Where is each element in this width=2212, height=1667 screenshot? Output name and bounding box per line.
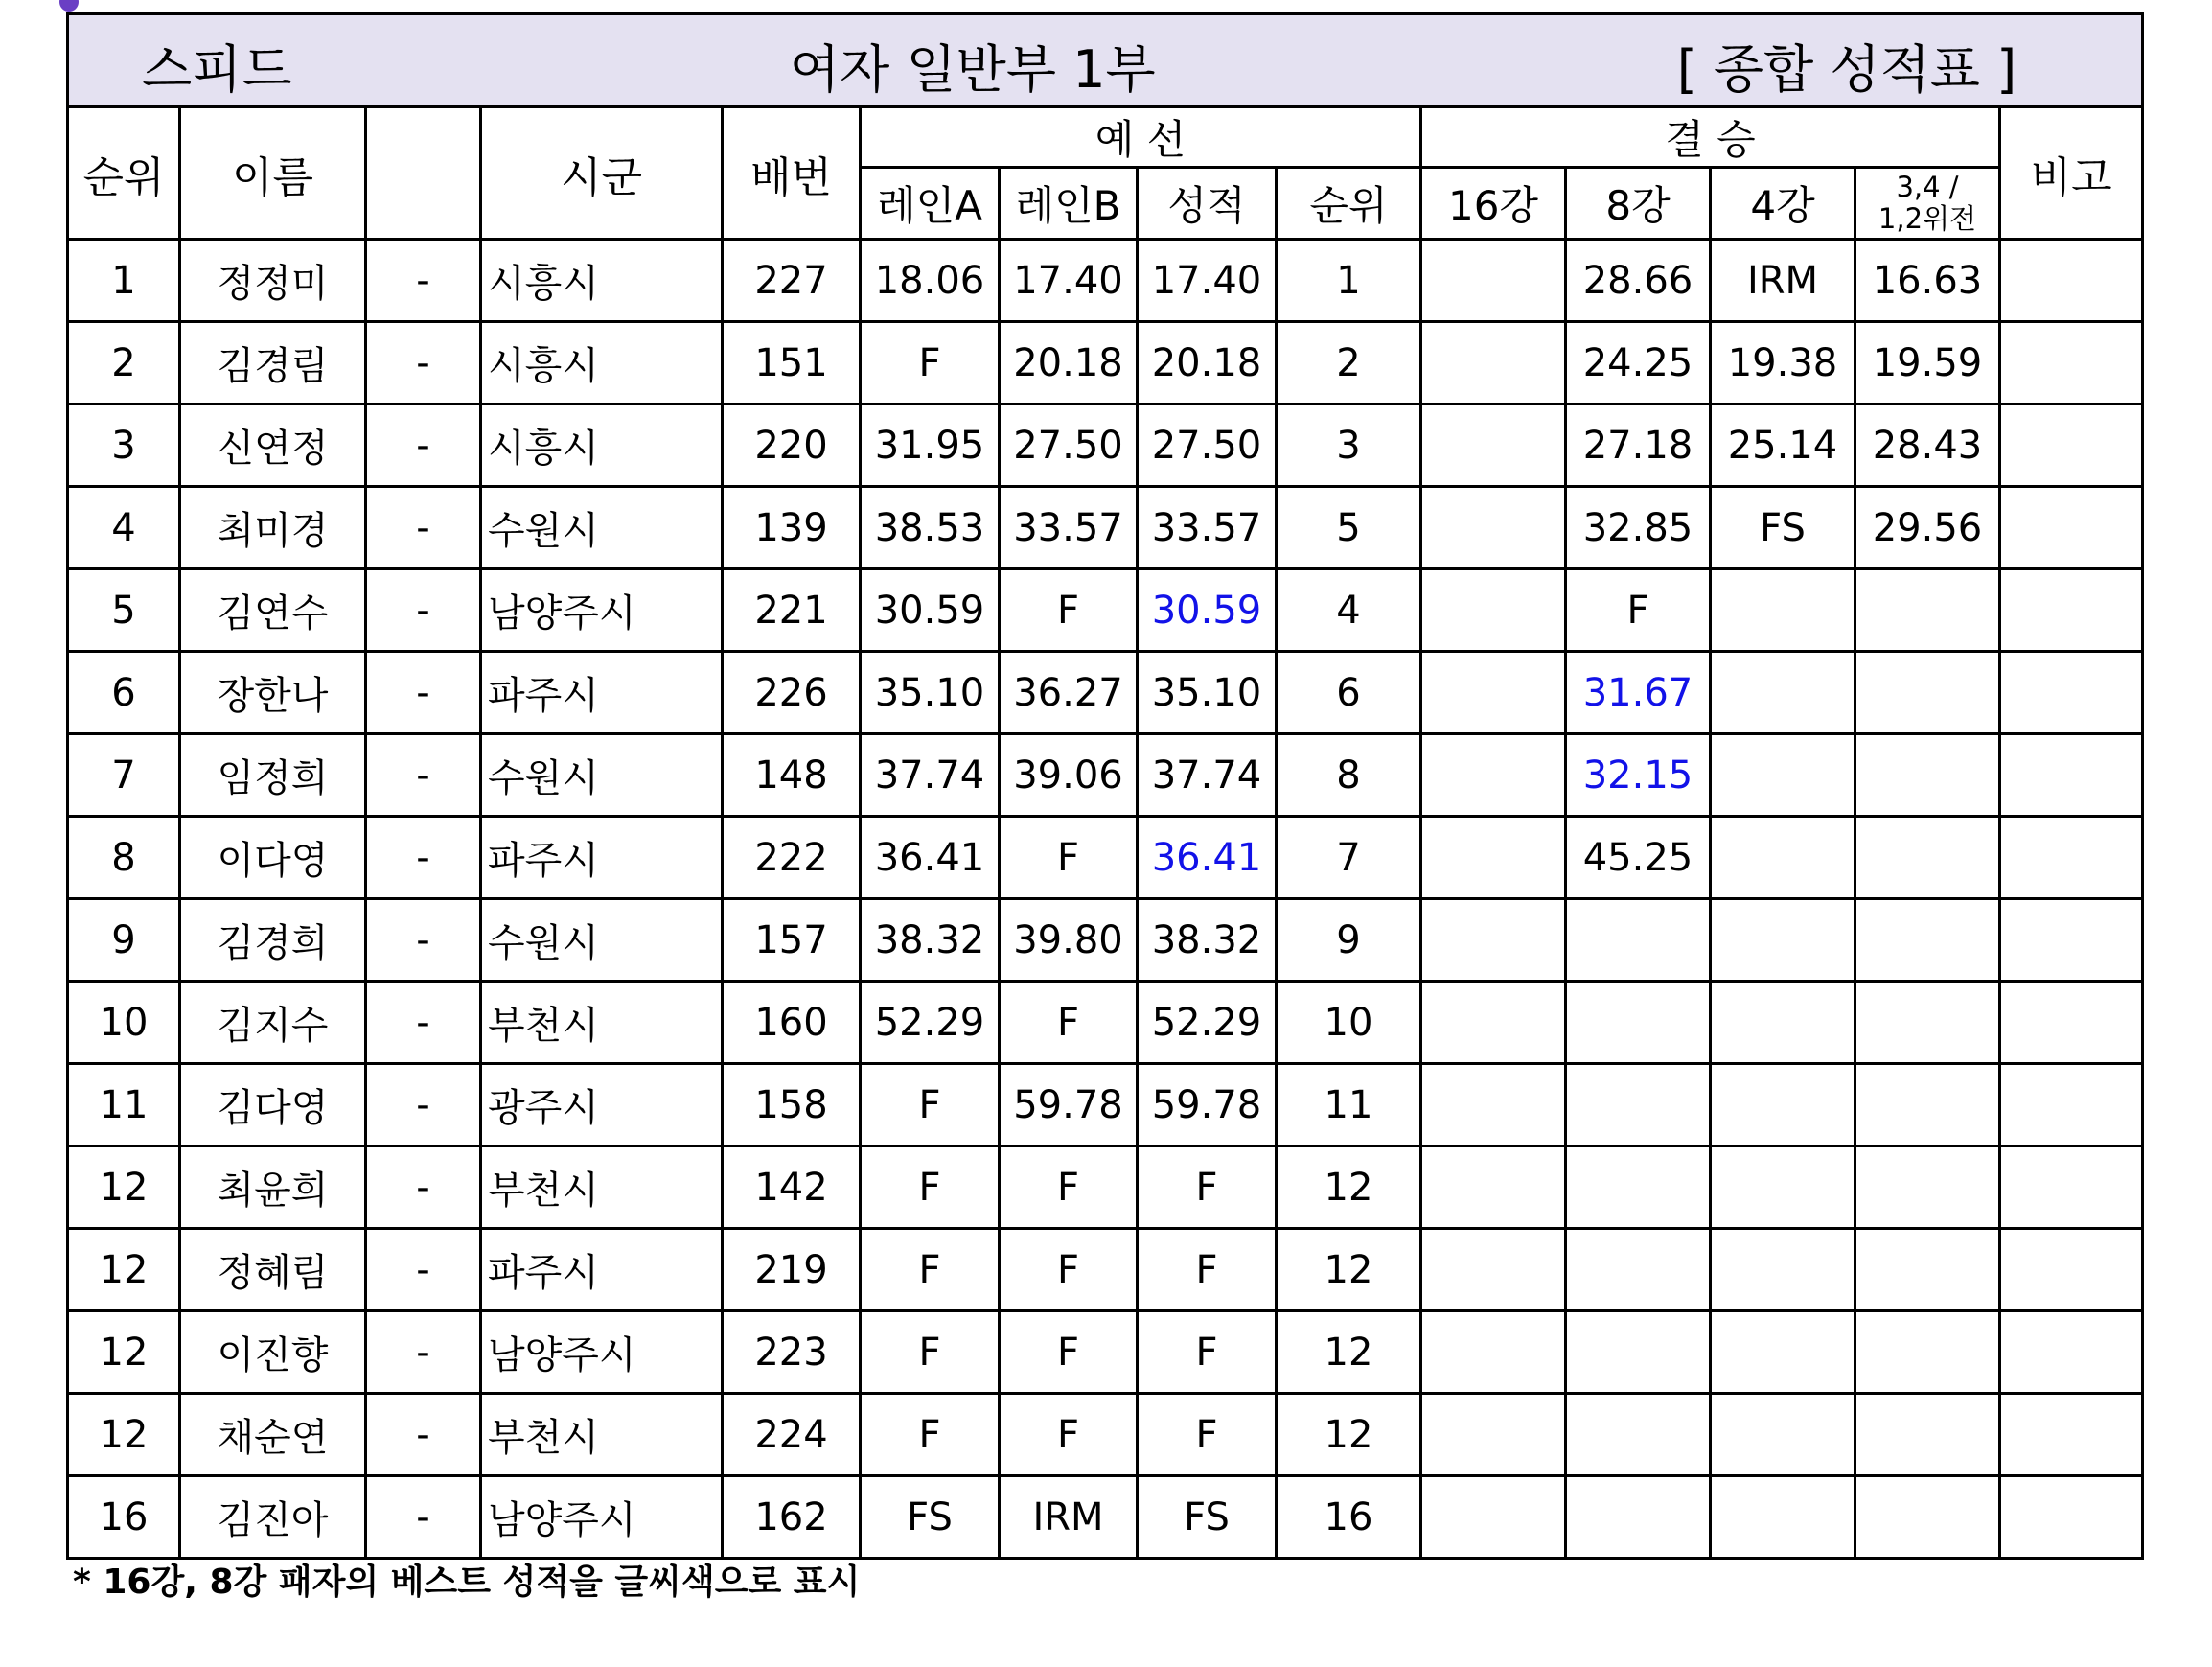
cell-lane-a: F [861, 1229, 1000, 1311]
cell-record: 59.78 [1138, 1064, 1277, 1146]
cell-place: 16.63 [1855, 240, 2000, 322]
cell-lane-b: F [1000, 982, 1138, 1064]
title-cell [68, 14, 2143, 107]
cell-place [1855, 1064, 2000, 1146]
cell-note [2000, 899, 2143, 982]
cell-lane-a: F [861, 322, 1000, 405]
table-row [68, 569, 2143, 652]
cell-name: 김경림 [180, 322, 366, 405]
cell-rank: 16 [68, 1476, 180, 1559]
cell-name: 김지수 [180, 982, 366, 1064]
cell-r4 [1711, 569, 1855, 652]
cell-city: 시흥시 [481, 405, 723, 487]
col-header-r16: 16강 [1421, 168, 1566, 240]
cell-r16 [1421, 1476, 1566, 1559]
cell-r4: FS [1711, 487, 1855, 569]
cell-note [2000, 1229, 2143, 1311]
cell-dash: - [366, 1394, 481, 1476]
cell-rank: 6 [68, 652, 180, 734]
cell-r8 [1566, 982, 1711, 1064]
cell-bib: 157 [723, 899, 861, 982]
cell-dash: - [366, 487, 481, 569]
table-row [68, 734, 2143, 817]
col-header-lane-a: 레인A [861, 168, 1000, 240]
cell-rank: 12 [68, 1146, 180, 1229]
cell-r16 [1421, 487, 1566, 569]
cell-r4: IRM [1711, 240, 1855, 322]
cell-note [2000, 322, 2143, 405]
cell-note [2000, 1146, 2143, 1229]
cell-rank: 4 [68, 487, 180, 569]
cell-dash: - [366, 1311, 481, 1394]
cell-record: 35.10 [1138, 652, 1277, 734]
cell-lane-b: 27.50 [1000, 405, 1138, 487]
col-header-city: 시군 [481, 107, 723, 240]
cell-note [2000, 569, 2143, 652]
cell-city: 광주시 [481, 1064, 723, 1146]
cell-prelim-rank: 3 [1277, 405, 1421, 487]
cell-city: 부천시 [481, 1394, 723, 1476]
cell-prelim-rank: 8 [1277, 734, 1421, 817]
table-row [68, 1311, 2143, 1394]
cell-place [1855, 1476, 2000, 1559]
cell-r4 [1711, 1476, 1855, 1559]
cell-r8 [1566, 1311, 1711, 1394]
table-row [68, 817, 2143, 899]
cell-city: 파주시 [481, 1229, 723, 1311]
cell-rank: 2 [68, 322, 180, 405]
cell-lane-b: F [1000, 817, 1138, 899]
cell-note [2000, 1394, 2143, 1476]
cell-record: FS [1138, 1476, 1277, 1559]
cell-place [1855, 1229, 2000, 1311]
cell-lane-b: F [1000, 1394, 1138, 1476]
cell-city: 부천시 [481, 982, 723, 1064]
cell-r8 [1566, 899, 1711, 982]
cell-place [1855, 1394, 2000, 1476]
cell-prelim-rank: 12 [1277, 1229, 1421, 1311]
cell-record: 17.40 [1138, 240, 1277, 322]
cell-prelim-rank: 12 [1277, 1311, 1421, 1394]
cell-dash: - [366, 405, 481, 487]
cell-note [2000, 487, 2143, 569]
cell-note [2000, 982, 2143, 1064]
col-header-final-group: 결 승 [1421, 107, 2000, 168]
cell-record: F [1138, 1146, 1277, 1229]
cell-rank: 3 [68, 405, 180, 487]
cell-bib: 142 [723, 1146, 861, 1229]
table-row [68, 899, 2143, 982]
doc-type-title: [ 종합 성적표 ] [1676, 39, 2017, 100]
table-row [68, 322, 2143, 405]
cell-city: 시흥시 [481, 322, 723, 405]
cell-name: 임정희 [180, 734, 366, 817]
cell-r4 [1711, 1146, 1855, 1229]
table-row [68, 1476, 2143, 1559]
cell-name: 정정미 [180, 240, 366, 322]
cell-prelim-rank: 4 [1277, 569, 1421, 652]
col-header-rank: 순위 [68, 107, 180, 240]
col-header-r4: 4강 [1711, 168, 1855, 240]
cell-prelim-rank: 12 [1277, 1394, 1421, 1476]
col-header-name: 이름 [180, 107, 366, 240]
cell-place [1855, 982, 2000, 1064]
cell-r4: 25.14 [1711, 405, 1855, 487]
cell-name: 이진향 [180, 1311, 366, 1394]
cell-r4 [1711, 652, 1855, 734]
cell-rank: 9 [68, 899, 180, 982]
cell-bib: 158 [723, 1064, 861, 1146]
cell-name: 김진아 [180, 1476, 366, 1559]
cell-rank: 1 [68, 240, 180, 322]
cell-lane-b: 33.57 [1000, 487, 1138, 569]
cell-record: F [1138, 1311, 1277, 1394]
cell-lane-a: F [861, 1064, 1000, 1146]
cell-bib: 221 [723, 569, 861, 652]
cell-city: 남양주시 [481, 1311, 723, 1394]
cell-record: 30.59 [1138, 569, 1277, 652]
cell-record: 20.18 [1138, 322, 1277, 405]
cell-r8: 45.25 [1566, 817, 1711, 899]
cell-bib: 148 [723, 734, 861, 817]
col-header-blank [366, 107, 481, 240]
table-row [68, 1229, 2143, 1311]
cell-lane-a: 31.95 [861, 405, 1000, 487]
cell-r16 [1421, 322, 1566, 405]
cell-note [2000, 1311, 2143, 1394]
table-row [68, 1146, 2143, 1229]
cell-bib: 224 [723, 1394, 861, 1476]
cell-note [2000, 240, 2143, 322]
cell-bib: 219 [723, 1229, 861, 1311]
cell-r8: 32.15 [1566, 734, 1711, 817]
cell-bib: 222 [723, 817, 861, 899]
cell-r8: F [1566, 569, 1711, 652]
cell-name: 채순연 [180, 1394, 366, 1476]
cell-record: 27.50 [1138, 405, 1277, 487]
cell-dash: - [366, 1476, 481, 1559]
cell-lane-b: IRM [1000, 1476, 1138, 1559]
cell-rank: 10 [68, 982, 180, 1064]
results-table [66, 12, 2144, 1560]
cell-r4 [1711, 1394, 1855, 1476]
cell-r8: 32.85 [1566, 487, 1711, 569]
cell-name: 김다영 [180, 1064, 366, 1146]
cell-rank: 8 [68, 817, 180, 899]
cell-r8: 24.25 [1566, 322, 1711, 405]
cell-prelim-rank: 5 [1277, 487, 1421, 569]
cell-city: 수원시 [481, 734, 723, 817]
cell-r16 [1421, 1229, 1566, 1311]
cell-record: F [1138, 1394, 1277, 1476]
cell-r4 [1711, 1311, 1855, 1394]
cell-rank: 12 [68, 1311, 180, 1394]
cell-name: 김연수 [180, 569, 366, 652]
cell-record: 36.41 [1138, 817, 1277, 899]
header-row-1 [68, 107, 2143, 168]
cell-record: 52.29 [1138, 982, 1277, 1064]
col-header-prelim-rank: 순위 [1277, 168, 1421, 240]
cell-dash: - [366, 1064, 481, 1146]
cell-lane-b: 59.78 [1000, 1064, 1138, 1146]
col-header-placement: 3,4 / 1,2위전 [1855, 168, 2000, 240]
cell-lane-b: 36.27 [1000, 652, 1138, 734]
col-header-note: 비고 [2000, 107, 2143, 240]
cell-name: 장한나 [180, 652, 366, 734]
cell-rank: 12 [68, 1394, 180, 1476]
cell-place [1855, 1146, 2000, 1229]
cell-dash: - [366, 322, 481, 405]
cell-bib: 227 [723, 240, 861, 322]
cell-note [2000, 817, 2143, 899]
col-header-prelim-group: 예 선 [861, 107, 1421, 168]
cell-dash: - [366, 982, 481, 1064]
cell-lane-b: F [1000, 1311, 1138, 1394]
cell-r16 [1421, 1311, 1566, 1394]
cell-city: 수원시 [481, 487, 723, 569]
cell-r8 [1566, 1064, 1711, 1146]
table-row [68, 982, 2143, 1064]
cell-prelim-rank: 1 [1277, 240, 1421, 322]
col-header-record: 성적 [1138, 168, 1277, 240]
cell-note [2000, 405, 2143, 487]
cell-note [2000, 734, 2143, 817]
cell-bib: 226 [723, 652, 861, 734]
cell-bib: 160 [723, 982, 861, 1064]
cell-r16 [1421, 734, 1566, 817]
cell-place: 19.59 [1855, 322, 2000, 405]
title-row [68, 14, 2143, 107]
cell-prelim-rank: 10 [1277, 982, 1421, 1064]
event-title: 스피드 [142, 39, 292, 100]
table-row [68, 1064, 2143, 1146]
cell-city: 남양주시 [481, 569, 723, 652]
cell-dash: - [366, 240, 481, 322]
cell-lane-b: F [1000, 1146, 1138, 1229]
division-title: 여자 일반부 1부 [790, 39, 1156, 100]
cell-r4 [1711, 982, 1855, 1064]
cell-bib: 151 [723, 322, 861, 405]
cell-city: 시흥시 [481, 240, 723, 322]
cell-prelim-rank: 2 [1277, 322, 1421, 405]
cell-r16 [1421, 652, 1566, 734]
cell-lane-a: 37.74 [861, 734, 1000, 817]
footnote: * 16강, 8강 패자의 베스트 성적을 글씨색으로 표시 [73, 1563, 861, 1602]
col-header-r8: 8강 [1566, 168, 1711, 240]
cell-bib: 220 [723, 405, 861, 487]
cell-city: 남양주시 [481, 1476, 723, 1559]
cell-dash: - [366, 569, 481, 652]
cell-bib: 139 [723, 487, 861, 569]
cell-r4 [1711, 1064, 1855, 1146]
cell-bib: 223 [723, 1311, 861, 1394]
table-row [68, 240, 2143, 322]
cell-r4 [1711, 1229, 1855, 1311]
cell-r16 [1421, 405, 1566, 487]
cell-city: 파주시 [481, 652, 723, 734]
cell-r8 [1566, 1229, 1711, 1311]
cell-rank: 7 [68, 734, 180, 817]
cell-prelim-rank: 11 [1277, 1064, 1421, 1146]
cell-note [2000, 652, 2143, 734]
cell-r8: 27.18 [1566, 405, 1711, 487]
cell-r8 [1566, 1394, 1711, 1476]
cell-place: 28.43 [1855, 405, 2000, 487]
table-row [68, 1394, 2143, 1476]
cell-lane-a: F [861, 1311, 1000, 1394]
cell-city: 부천시 [481, 1146, 723, 1229]
cell-r4 [1711, 899, 1855, 982]
cell-name: 최미경 [180, 487, 366, 569]
cell-note [2000, 1476, 2143, 1559]
cell-lane-a: F [861, 1394, 1000, 1476]
col-header-bib: 배번 [723, 107, 861, 240]
cell-r4: 19.38 [1711, 322, 1855, 405]
cell-place [1855, 734, 2000, 817]
cell-dash: - [366, 652, 481, 734]
cell-rank: 11 [68, 1064, 180, 1146]
cell-name: 이다영 [180, 817, 366, 899]
cell-lane-b: 17.40 [1000, 240, 1138, 322]
cell-r16 [1421, 817, 1566, 899]
cell-place [1855, 1311, 2000, 1394]
cell-record: 37.74 [1138, 734, 1277, 817]
cell-lane-a: 36.41 [861, 817, 1000, 899]
cell-place: 29.56 [1855, 487, 2000, 569]
cell-r8: 31.67 [1566, 652, 1711, 734]
cell-lane-a: 52.29 [861, 982, 1000, 1064]
cell-r16 [1421, 1064, 1566, 1146]
cell-prelim-rank: 9 [1277, 899, 1421, 982]
cell-city: 파주시 [481, 817, 723, 899]
cell-note [2000, 1064, 2143, 1146]
cell-rank: 5 [68, 569, 180, 652]
cell-r8 [1566, 1476, 1711, 1559]
cell-r8 [1566, 1146, 1711, 1229]
cell-r8: 28.66 [1566, 240, 1711, 322]
cell-lane-a: F [861, 1146, 1000, 1229]
table-row [68, 405, 2143, 487]
cell-name: 신연정 [180, 405, 366, 487]
cell-lane-b: F [1000, 569, 1138, 652]
cell-r4 [1711, 817, 1855, 899]
cell-lane-b: F [1000, 1229, 1138, 1311]
cell-lane-a: 38.53 [861, 487, 1000, 569]
cell-dash: - [366, 899, 481, 982]
cell-place [1855, 817, 2000, 899]
table-row [68, 652, 2143, 734]
corner-marker-dot [59, 0, 79, 12]
cell-r4 [1711, 734, 1855, 817]
cell-r16 [1421, 899, 1566, 982]
cell-prelim-rank: 6 [1277, 652, 1421, 734]
cell-rank: 12 [68, 1229, 180, 1311]
cell-lane-a: 35.10 [861, 652, 1000, 734]
cell-record: 33.57 [1138, 487, 1277, 569]
cell-bib: 162 [723, 1476, 861, 1559]
cell-lane-a: 30.59 [861, 569, 1000, 652]
cell-prelim-rank: 7 [1277, 817, 1421, 899]
cell-dash: - [366, 1229, 481, 1311]
cell-dash: - [366, 734, 481, 817]
cell-record: 38.32 [1138, 899, 1277, 982]
results-body [68, 240, 2143, 1559]
cell-lane-a: FS [861, 1476, 1000, 1559]
cell-lane-a: 38.32 [861, 899, 1000, 982]
cell-name: 김경희 [180, 899, 366, 982]
cell-lane-b: 39.06 [1000, 734, 1138, 817]
cell-record: F [1138, 1229, 1277, 1311]
cell-name: 정혜림 [180, 1229, 366, 1311]
cell-r16 [1421, 1394, 1566, 1476]
cell-prelim-rank: 16 [1277, 1476, 1421, 1559]
cell-prelim-rank: 12 [1277, 1146, 1421, 1229]
cell-lane-b: 39.80 [1000, 899, 1138, 982]
cell-r16 [1421, 982, 1566, 1064]
table-row [68, 487, 2143, 569]
cell-dash: - [366, 1146, 481, 1229]
cell-place [1855, 899, 2000, 982]
cell-place [1855, 652, 2000, 734]
cell-city: 수원시 [481, 899, 723, 982]
cell-r16 [1421, 569, 1566, 652]
cell-r16 [1421, 1146, 1566, 1229]
cell-dash: - [366, 817, 481, 899]
col-header-lane-b: 레인B [1000, 168, 1138, 240]
cell-lane-b: 20.18 [1000, 322, 1138, 405]
cell-r16 [1421, 240, 1566, 322]
cell-place [1855, 569, 2000, 652]
cell-name: 최윤희 [180, 1146, 366, 1229]
cell-lane-a: 18.06 [861, 240, 1000, 322]
